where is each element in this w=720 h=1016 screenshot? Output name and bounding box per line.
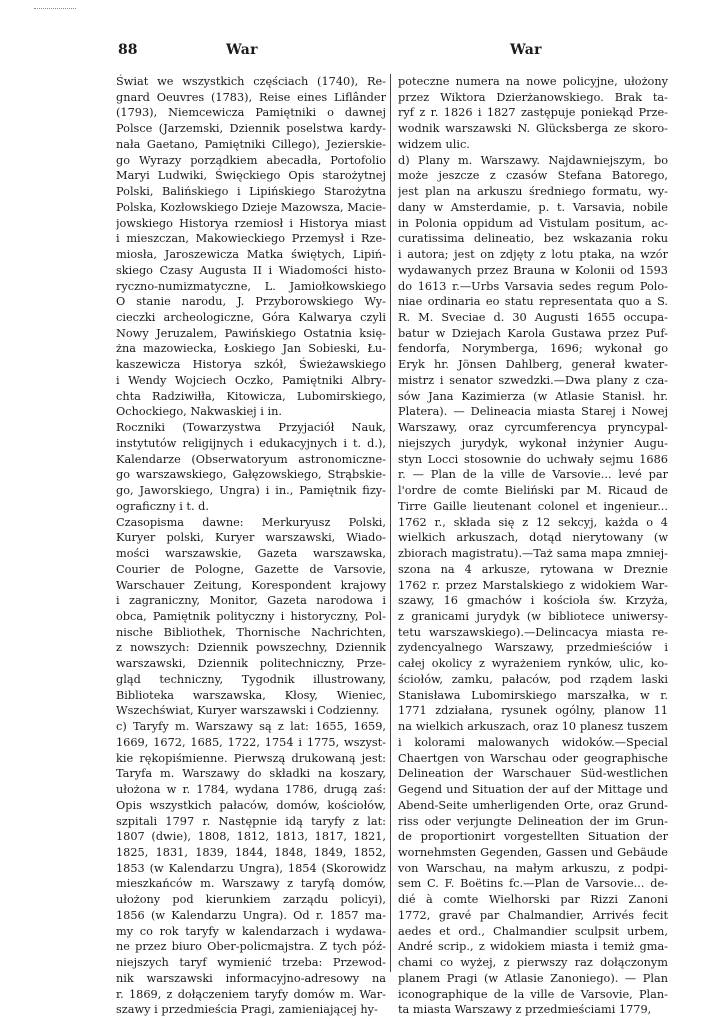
text-line: mości warszawskie, Gazeta warszawska,: [116, 547, 386, 561]
text-line: Delineation der Warschauer Süd-westlichen: [398, 767, 668, 781]
text-line: d) Plany m. Warszawy. Najdawniejszym, bo: [398, 153, 668, 167]
text-line: Kuryer polski, Kuryer warszawski, Wiado-: [116, 531, 386, 545]
text-line: jowskiego Historya rzemiosł i Historya miast: [116, 216, 386, 230]
text-line: riss oder verjungte Delineation der im Grun-: [398, 814, 668, 828]
text-line: go, Jaworskiego, Ungra) i in., Pamiętnik fizy-: [116, 484, 386, 498]
text-line: nała Gaetano, Pamiętniki Cillego), Jezierskie-: [116, 137, 386, 151]
text-line: curatissima delineatio, bez wskazania roku: [398, 232, 668, 246]
text-line: niae ordinaria eo statu representata quo a S.: [398, 295, 668, 309]
text-line: 1807 (dwie), 1808, 1812, 1813, 1817, 1821,: [116, 830, 386, 844]
text-line: Nowy Jeruzalem, Pawińskiego Ostatnia księ-: [116, 326, 386, 340]
text-line: szpitali 1797 r. Następnie idą taryfy z lat:: [116, 814, 386, 828]
text-line: poteczne numera na nowe policyjne, ułożony: [398, 75, 668, 88]
text-line: żna mazowiecka, Łoskiego Jan Sobieski, Łu-: [116, 342, 386, 356]
text-line: Wszechświat, Kuryer warszawski i Codzienny.: [116, 704, 380, 718]
text-line: Warszawy, oraz cyrcumferencya pryncypal-: [398, 421, 668, 435]
text-line: Eryk hr. Jönsen Dahlberg, generał kwater-: [398, 358, 668, 372]
text-line: planem Pragi (w Atlasie Zanoniego). — Plan: [398, 971, 668, 985]
text-line: niejszych jurydyk, wykonał inżynier Augu-: [398, 436, 668, 450]
text-line: R. M. Sveciae d. 30 Augusti 1655 occupa-: [398, 311, 668, 325]
text-line: z granicami jurydyk (w bibliotece uniwersy-: [398, 609, 668, 623]
text-line: André scrip., z widokiem miasta i temiż gma-: [398, 940, 668, 954]
text-line: Świat we wszystkich częściach (1740), Re-: [116, 75, 386, 88]
text-line: tetu warszawskiego).—Delincacya miasta re-: [398, 625, 668, 639]
text-line: na wielkich arkuszach, oraz 10 planesz tuszem: [398, 720, 668, 734]
text-line: Kalendarze (Obserwatoryum astronomiczne-: [116, 452, 386, 466]
text-line: cieczki archeologiczne, Góra Kalwarya czyli: [116, 311, 386, 325]
text-line: (1793), Niemcewicza Pamiętniki o dawnej: [116, 106, 386, 120]
text-line: i Wendy Wojciech Oczko, Pamiętniki Albry-: [116, 373, 386, 387]
text-line: zbiorach magistratu).—Taż sama mapa zmniej-: [398, 547, 668, 561]
text-line: c) Taryfy m. Warszawy są z lat: 1655, 1659,: [116, 720, 386, 734]
text-line: wielkich arkuszach, dotąd nierytowany (w: [398, 531, 668, 545]
text-line: O stanie narodu, J. Przyborowskiego Wy-: [116, 295, 386, 309]
text-line: ułożona w r. 1784, wydana 1786, drugą zaś:: [116, 783, 386, 797]
text-line: chta Radziwiłła, Kitowicza, Lubomirskiego,: [116, 389, 386, 403]
text-line: miosła, Jaroszewicza Matka świętych, Lipiń-: [116, 248, 386, 262]
text-line: mieszkańców m. Warszawy z taryfą domów,: [116, 877, 386, 891]
text-line: Chaertgen von Warschau oder geographische: [398, 751, 668, 765]
text-line: Stanisława Lubomirskiego marszałka, w r.: [398, 688, 668, 702]
text-line: 1856 (w Kalendarzu Ungra). Od r. 1857 ma-: [116, 908, 386, 922]
text-line: nische Bibliothek, Thornische Nachrichten,: [116, 625, 386, 639]
text-line: skiego Czasy Augusta II i Wiadomości histo-: [116, 263, 386, 277]
top-margin-mark: [34, 8, 76, 9]
text-line: r. — Plan de la ville de Varsovie... levé par: [398, 468, 668, 482]
text-line: ograficzny i t. d.: [116, 499, 209, 513]
text-line: i autora; jest on zdjęty z lotu ptaka, na wzór: [398, 248, 668, 262]
text-line: ściołów, zamku, pałaców, pod rządem laski: [398, 672, 668, 686]
text-line: kaszewicza Historya szkół, Świeżawskiego: [116, 358, 386, 372]
text-line: mistrz i senator szwedzki.—Dwa plany z cza-: [398, 373, 668, 387]
column-divider: [390, 74, 391, 972]
text-line: Warschauer Zeitung, Korespondent krajowy: [116, 578, 386, 592]
text-line: 1762 r. przez Marstalskiego z widokiem War-: [398, 578, 668, 592]
text-line: z nowszych: Dziennik powszechny, Dziennik: [116, 641, 386, 655]
text-line: może jeszcze z czasów Stefana Batorego,: [398, 169, 668, 183]
text-line: iconographique de la ville de Varsovie, Plan-: [398, 987, 668, 1001]
text-line: Biblioteka warszawska, Kłosy, Wieniec,: [116, 688, 386, 702]
text-line: Roczniki (Towarzystwa Przyjaciół Nauk,: [116, 421, 386, 435]
text-line: ryf z r. 1826 i 1827 zastępuje poniekąd Prze-: [398, 106, 668, 120]
text-line: ne przez biuro Ober-policmajstra. Z tych póź-: [116, 940, 386, 954]
text-line: Ochockiego, Nakwaskiej i in.: [116, 405, 282, 419]
text-line: Czasopisma dawne: Merkuryusz Polski,: [116, 515, 386, 529]
text-line: 1669, 1672, 1685, 1722, 1754 i 1775, wszyst-: [116, 735, 386, 749]
text-line: de proportionirt vorgestellten Situation der: [398, 830, 668, 844]
text-line: Platera). — Delineacia miasta Starej i Nowej: [398, 405, 668, 419]
text-line: instytutów religijnych i edukacyjnych i t. d.),: [116, 436, 386, 450]
text-line: dié à comte Wielhorski par Rizzi Zanoni: [398, 893, 668, 907]
text-line: 1771 zdziałana, rysunek ogólny, planow 11: [398, 704, 668, 718]
text-line: my co rok taryfy w kalendarzach i wydawa-: [116, 924, 386, 938]
text-line: szawy, 16 gmachów i kościoła św. Krzyża,: [398, 594, 668, 608]
text-line: szona na 4 arkusze, rytowana w Dreznie: [398, 562, 668, 576]
text-line: widzem ulic.: [398, 137, 470, 151]
text-line: Polsce (Jarzemski, Dziennik poselstwa kardy-: [116, 122, 386, 136]
text-line: jest plan na arkuszu średniego formatu, wy-: [398, 185, 668, 199]
page-number: 88: [118, 42, 138, 58]
text-line: ryczno-numizmatyczne, L. Jamiołkowskiego: [116, 279, 386, 293]
text-line: zydencyalnego Warszawy, przedmieściów i: [398, 641, 668, 655]
text-line: dany w Amsterdamie, p. t. Varsavia, nobile: [398, 200, 668, 214]
text-line: przez Wiktora Dzierżanowskiego. Brak ta-: [398, 90, 668, 104]
text-line: Courier de Pologne, Gazette de Varsovie,: [116, 562, 386, 576]
text-line: styn Locci stosownie do uchwały sejmu 1686: [398, 452, 668, 466]
text-line: Abend-Seite umherligenden Orte, oraz Grund-: [398, 798, 668, 812]
text-line: chami co wyżej, z pierwszy raz dołączonym: [398, 956, 668, 970]
text-line: ta miasta Warszawy z przedmieściami 1779,: [398, 1003, 652, 1016]
text-line: do 1613 r.—Urbs Varsavia sedes regum Polo-: [398, 279, 668, 293]
text-line: von Warschau, na małym arkuszu, z podpi-: [398, 861, 668, 875]
text-line: obca, Pamiętnik polityczny i historyczny, Pol-: [116, 609, 386, 623]
text-line: batur w Dziejach Karola Gustawa przez Puf-: [398, 326, 668, 340]
text-line: i kolorami malowanych widoków.—Special: [398, 735, 668, 749]
text-line: wodnik warszawski N. Glücksberga ze skoro-: [398, 122, 668, 136]
text-line: r. 1869, z dołączeniem taryfy domów m. War-: [116, 987, 386, 1001]
text-line: go Wyrazy porządkiem abecadła, Portofolio: [116, 153, 386, 167]
text-line: kie rękopiśmienne. Pierwszą drukowaną jest:: [116, 751, 386, 765]
text-line: aedes et ord., Chalmandier sculpsit urbem,: [398, 924, 668, 938]
text-line: Taryfa m. Warszawy do składki na koszary,: [116, 767, 386, 781]
text-line: Opis wszystkich pałaców, domów, kościołów,: [116, 798, 386, 812]
text-line: 1762 r., składa się z 12 sekcyj, każda o 4: [398, 515, 668, 529]
text-line: gląd techniczny, Tygodnik illustrowany,: [116, 672, 386, 686]
text-line: 1825, 1831, 1839, 1844, 1848, 1849, 1852,: [116, 845, 386, 859]
text-line: całej okolicy z wyrażeniem rynków, ulic, ko-: [398, 657, 668, 671]
text-line: Gegend und Situation der auf der Mittage und: [398, 783, 668, 797]
text-line: in Polonia oppidum ad Vistulam positum, ac-: [398, 216, 668, 230]
text-line: i mieszczan, Makowieckiego Przemysł i Rze-: [116, 232, 386, 246]
left-running-head: War: [226, 42, 258, 58]
text-line: nik warszawski informacyjno-adresowy na: [116, 971, 386, 985]
text-line: fendorfa, Norymberga, 1696; wykonał go: [398, 342, 668, 356]
left-text-column: [116, 74, 386, 1016]
text-line: wydawanych przez Brauna w Kolonii od 1593: [398, 263, 668, 277]
text-line: i zagraniczny, Monitor, Gazeta narodowa i: [116, 594, 386, 608]
text-line: szawy i przedmieścia Pragi, zamieniającej hy-: [116, 1003, 378, 1016]
text-line: go warszawskiego, Gałęzowskiego, Strąbskie-: [116, 468, 386, 482]
text-line: Maryi Ludwiki, Święckiego Opis starożytnej: [116, 169, 386, 183]
text-line: warszawski, Dziennik politechniczny, Prze-: [116, 657, 386, 671]
text-line: sem C. F. Boëtins fc.—Plan de Varsovie... de-: [398, 877, 668, 891]
text-line: 1772, gravé par Chalmandier, Arrivés fecit: [398, 908, 668, 922]
text-line: niejszych taryf wymienić trzeba: Przewod-: [116, 956, 386, 970]
text-line: wornehmsten Gegenden, Gassen und Gebäude: [398, 845, 668, 859]
text-line: l'ordre de comte Bieliński par M. Ricaud de: [398, 484, 668, 498]
text-line: Polska, Kozłowskiego Dzieje Mazowsza, Macie-: [116, 200, 386, 214]
right-running-head: War: [510, 42, 542, 58]
text-line: Tirre Gaille lieutenant colonel et ingenieur...: [398, 499, 668, 513]
text-line: gnard Oeuvres (1783), Reise eines Liflânder: [116, 90, 386, 104]
text-line: ułożony pod kierunkiem zarządu policyi),: [116, 893, 386, 907]
right-text-column: [398, 74, 668, 1016]
text-line: Polski, Balińskiego i Lipińskiego Starożytna: [116, 185, 386, 199]
text-line: sów Jana Kazimierza (w Atlasie Stanisł. hr.: [398, 389, 668, 403]
text-line: 1853 (w Kalendarzu Ungra), 1854 (Skorowidz: [116, 861, 386, 875]
